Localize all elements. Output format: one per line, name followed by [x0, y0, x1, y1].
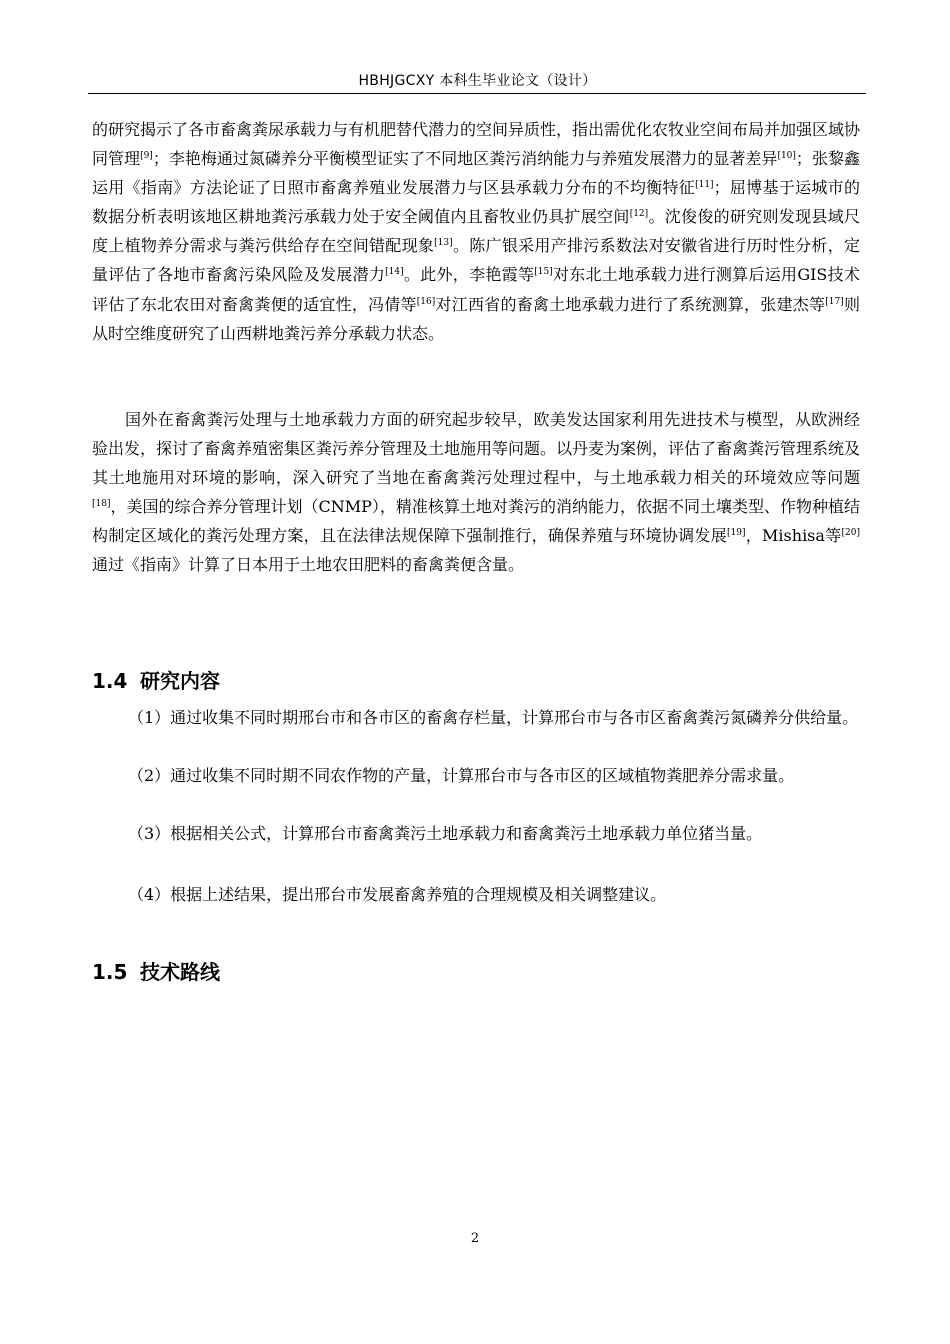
page-header: HBHJGCXY 本科生毕业论文（设计）	[358, 73, 597, 89]
text: 国外在畜禽粪污处理与土地承载力方面的研究起步较早，欧美发达国家利用先进技术与模型，从欧洲经验出发，探讨了畜禽养殖密集区粪污养分管理及土地施用等问题。以丹麦为案例，评估了畜禽粪污管理系统及其土地施用对环境的影响，深入研究了当地在畜禽粪污处理过程中，与土地承载力相关的环境效应等问题	[92, 410, 861, 488]
citation: [16]	[416, 296, 436, 307]
citation: [17]	[825, 296, 844, 307]
text: 通过《指南》计算了日本用于土地农田肥料的畜禽粪便含量。	[92, 555, 525, 575]
research-item-3: （3）根据相关公式，计算邢台市畜禽粪污土地承载力和畜禽粪污土地承载力单位猪当量。	[128, 824, 763, 843]
citation: [15]	[534, 267, 553, 278]
text: 对东北土地承载力进行测算后运用GIS技术评估了东北农田对畜禽粪便的适宜性，冯倩等	[92, 265, 860, 314]
section-heading-technical-route	[92, 956, 220, 985]
citation: [10]	[777, 151, 796, 162]
text: ；张黎鑫运用《指南》方法论证了日照市畜禽养殖业发展潜力与区县承载力分布的不均衡特征	[92, 149, 860, 198]
text: ，Mishisa等	[745, 526, 842, 546]
citation: [20]	[841, 528, 860, 539]
text: 。陈广银采用产排污系数法对安徽省进行历时性分析，定量评估了各地市畜禽污染风险及发展潜力	[92, 236, 860, 285]
research-item-1: （1）通过收集不同时期邢台市和各市区的畜禽存栏量，计算邢台市与各市区畜禽粪污氮磷养分供给量。	[128, 708, 859, 727]
research-item-2: （2）通过收集不同时期不同农作物的产量，计算邢台市与各市区的区域植物粪肥养分需求量。	[128, 766, 795, 785]
text: 。沈俊俊的研究则发现县域尺度上植物养分需求与粪污供给存在空间错配现象	[92, 207, 860, 256]
text: 对江西省的畜禽土地承载力进行了系统测算，张建杰等	[435, 294, 826, 314]
citation: [19]	[727, 528, 746, 539]
citation: [9]	[140, 151, 153, 162]
section-number: 1.5	[92, 960, 128, 984]
text: ，美国的综合养分管理计划（CNMP），精准核算土地对粪污的消纳能力，依据不同土壤类型、作物种植结构制定区域化的粪污处理方案，且在法律法规保障下强制推行，确保养殖与环境协调发展	[92, 497, 860, 546]
text: 的研究揭示了各市畜禽粪尿承载力与有机肥替代潜力的空间异质性，指出需优化农牧业空间布局并加强区域协同管理	[92, 120, 861, 169]
paragraph-literature-domestic	[92, 115, 860, 348]
page-number: 2	[470, 1231, 480, 1246]
citation: [11]	[695, 180, 714, 191]
research-item-4: （4）根据上述结果，提出邢台市发展畜禽养殖的合理规模及相关调整建议。	[128, 885, 667, 904]
section-number: 1.4	[92, 669, 128, 693]
section-title: 技术路线	[140, 960, 220, 984]
text: ；屈博基于运城市的数据分析表明该地区耕地粪污承载力处于安全阈值内且畜牧业仍具扩展空间	[92, 178, 860, 227]
text: ；李艳梅通过氮磷养分平衡模型证实了不同地区粪污消纳能力与养殖发展潜力的显著差异	[152, 149, 778, 169]
citation: [14]	[385, 267, 404, 278]
header-divider	[88, 93, 866, 94]
text: 则从时空维度研究了山西耕地粪污养分承载力状态。	[92, 294, 860, 343]
paragraph-literature-foreign	[92, 405, 860, 580]
section-title: 研究内容	[140, 669, 220, 693]
text: 。此外，李艳霞等	[403, 265, 535, 285]
citation: [13]	[434, 238, 453, 249]
citation: [18]	[92, 499, 111, 510]
citation: [12]	[629, 209, 649, 220]
section-heading-research-content	[92, 665, 220, 694]
